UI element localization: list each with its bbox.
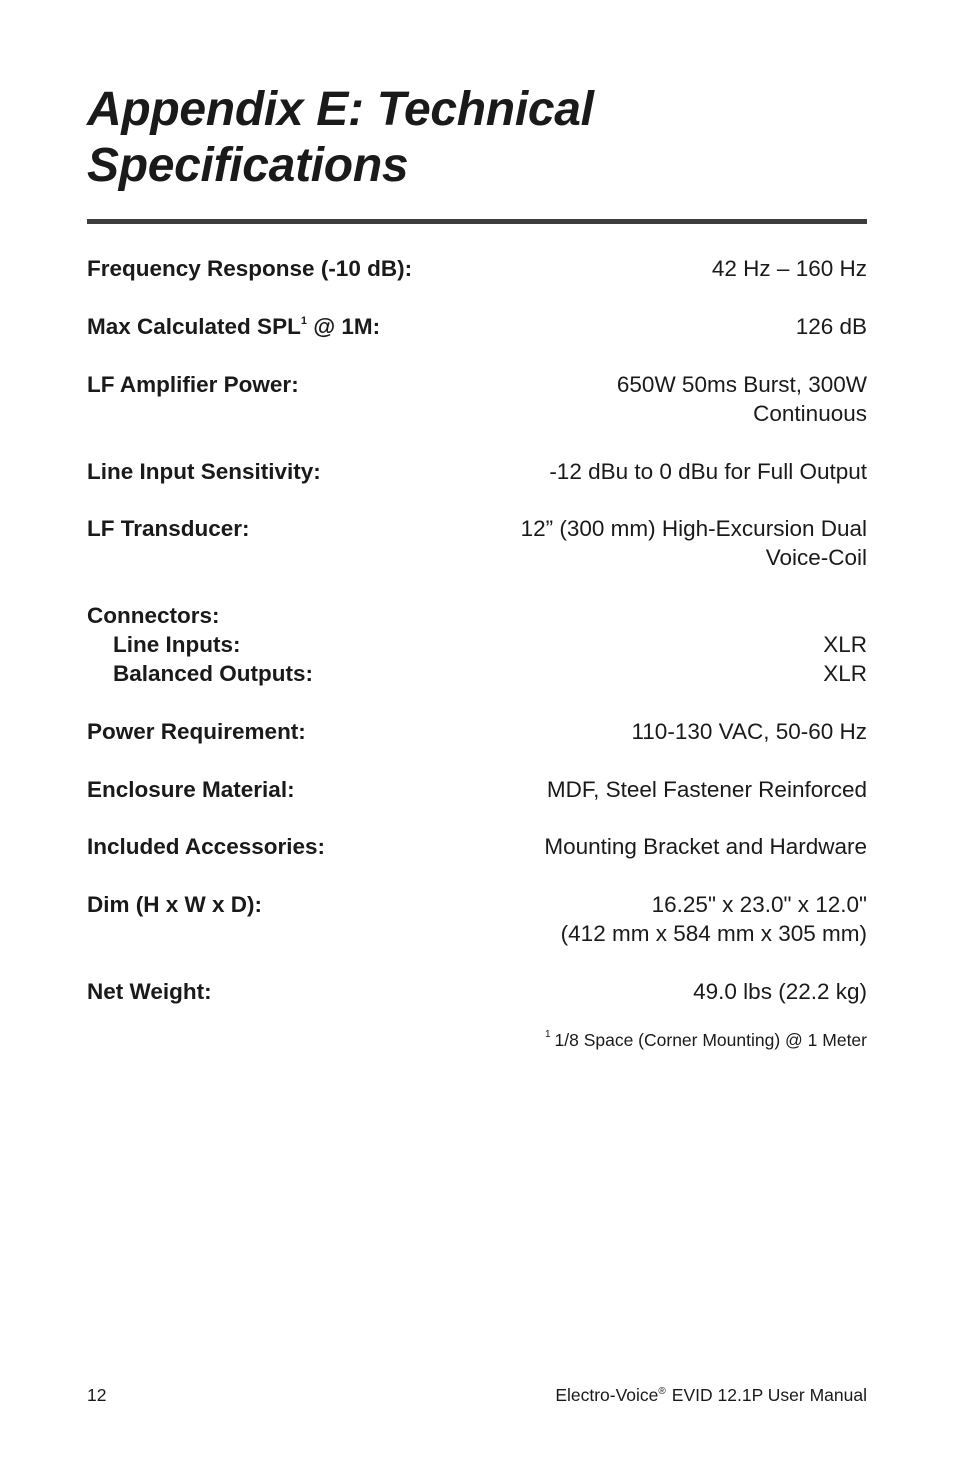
spec-label-text: Max Calculated SPL [87,314,301,339]
page-number: 12 [87,1385,107,1405]
manual-title [555,1384,867,1406]
spec-value-line: 16.25" x 23.0" x 12.0" [651,892,867,917]
spec-value: Mounting Bracket and Hardware [544,834,867,859]
spec-value: MDF, Steel Fastener Reinforced [546,777,867,802]
spec-subvalue-balanced-outputs: XLR [823,661,867,686]
spec-label: Frequency Response (-10 dB): [87,256,413,281]
spec-sublabel-balanced-outputs: Balanced Outputs: [113,661,314,686]
spec-value-line: Continuous [753,401,867,426]
spec-label-text-end: @ 1M: [306,314,381,339]
spec-value: 49.0 lbs (22.2 kg) [693,979,867,1004]
footnote-marker: 1 [544,1029,551,1041]
spec-value: 42 Hz – 160 Hz [711,256,867,281]
spec-value: -12 dBu to 0 dBu for Full Output [549,459,867,484]
spec-label: Enclosure Material: [87,777,295,802]
brand-name: Electro-Voice [555,1385,659,1405]
title-divider [87,219,867,224]
spec-label: Line Input Sensitivity: [87,459,321,484]
manual-name: EVID 12.1P User Manual [671,1385,867,1405]
spec-sublabel-line-inputs: Line Inputs: [113,632,241,657]
spec-subvalue-line-inputs: XLR [823,632,867,657]
spec-value-line: 12” (300 mm) High-Excursion Dual [520,516,867,541]
spec-label [87,312,380,341]
spec-label: Net Weight: [87,979,212,1004]
footnote-marker: 1 [300,314,307,327]
page-title: Appendix E: Technical Specifications [87,83,594,192]
footnote-text: 1/8 Space (Corner Mounting) @ 1 Meter [554,1030,867,1050]
spec-label: LF Amplifier Power: [87,372,299,397]
spec-value-line: 650W 50ms Burst, 300W [616,372,867,397]
spec-label: Included Accessories: [87,834,326,859]
spec-value-line: Voice-Coil [765,545,867,570]
spec-value: 110-130 VAC, 50-60 Hz [631,719,867,744]
spec-value [561,890,867,948]
spec-label: LF Transducer: [87,516,250,541]
spec-value [521,514,867,572]
spec-value-line: (412 mm x 584 mm x 305 mm) [560,921,867,946]
spec-value [617,370,867,428]
spec-label: Power Requirement: [87,719,306,744]
footnote [545,1029,867,1051]
spec-value: 126 dB [795,314,867,339]
registered-mark: ® [658,1386,666,1398]
spec-label: Connectors: [87,603,220,628]
page [87,0,867,1475]
spec-label: Dim (H x W x D): [87,892,263,917]
